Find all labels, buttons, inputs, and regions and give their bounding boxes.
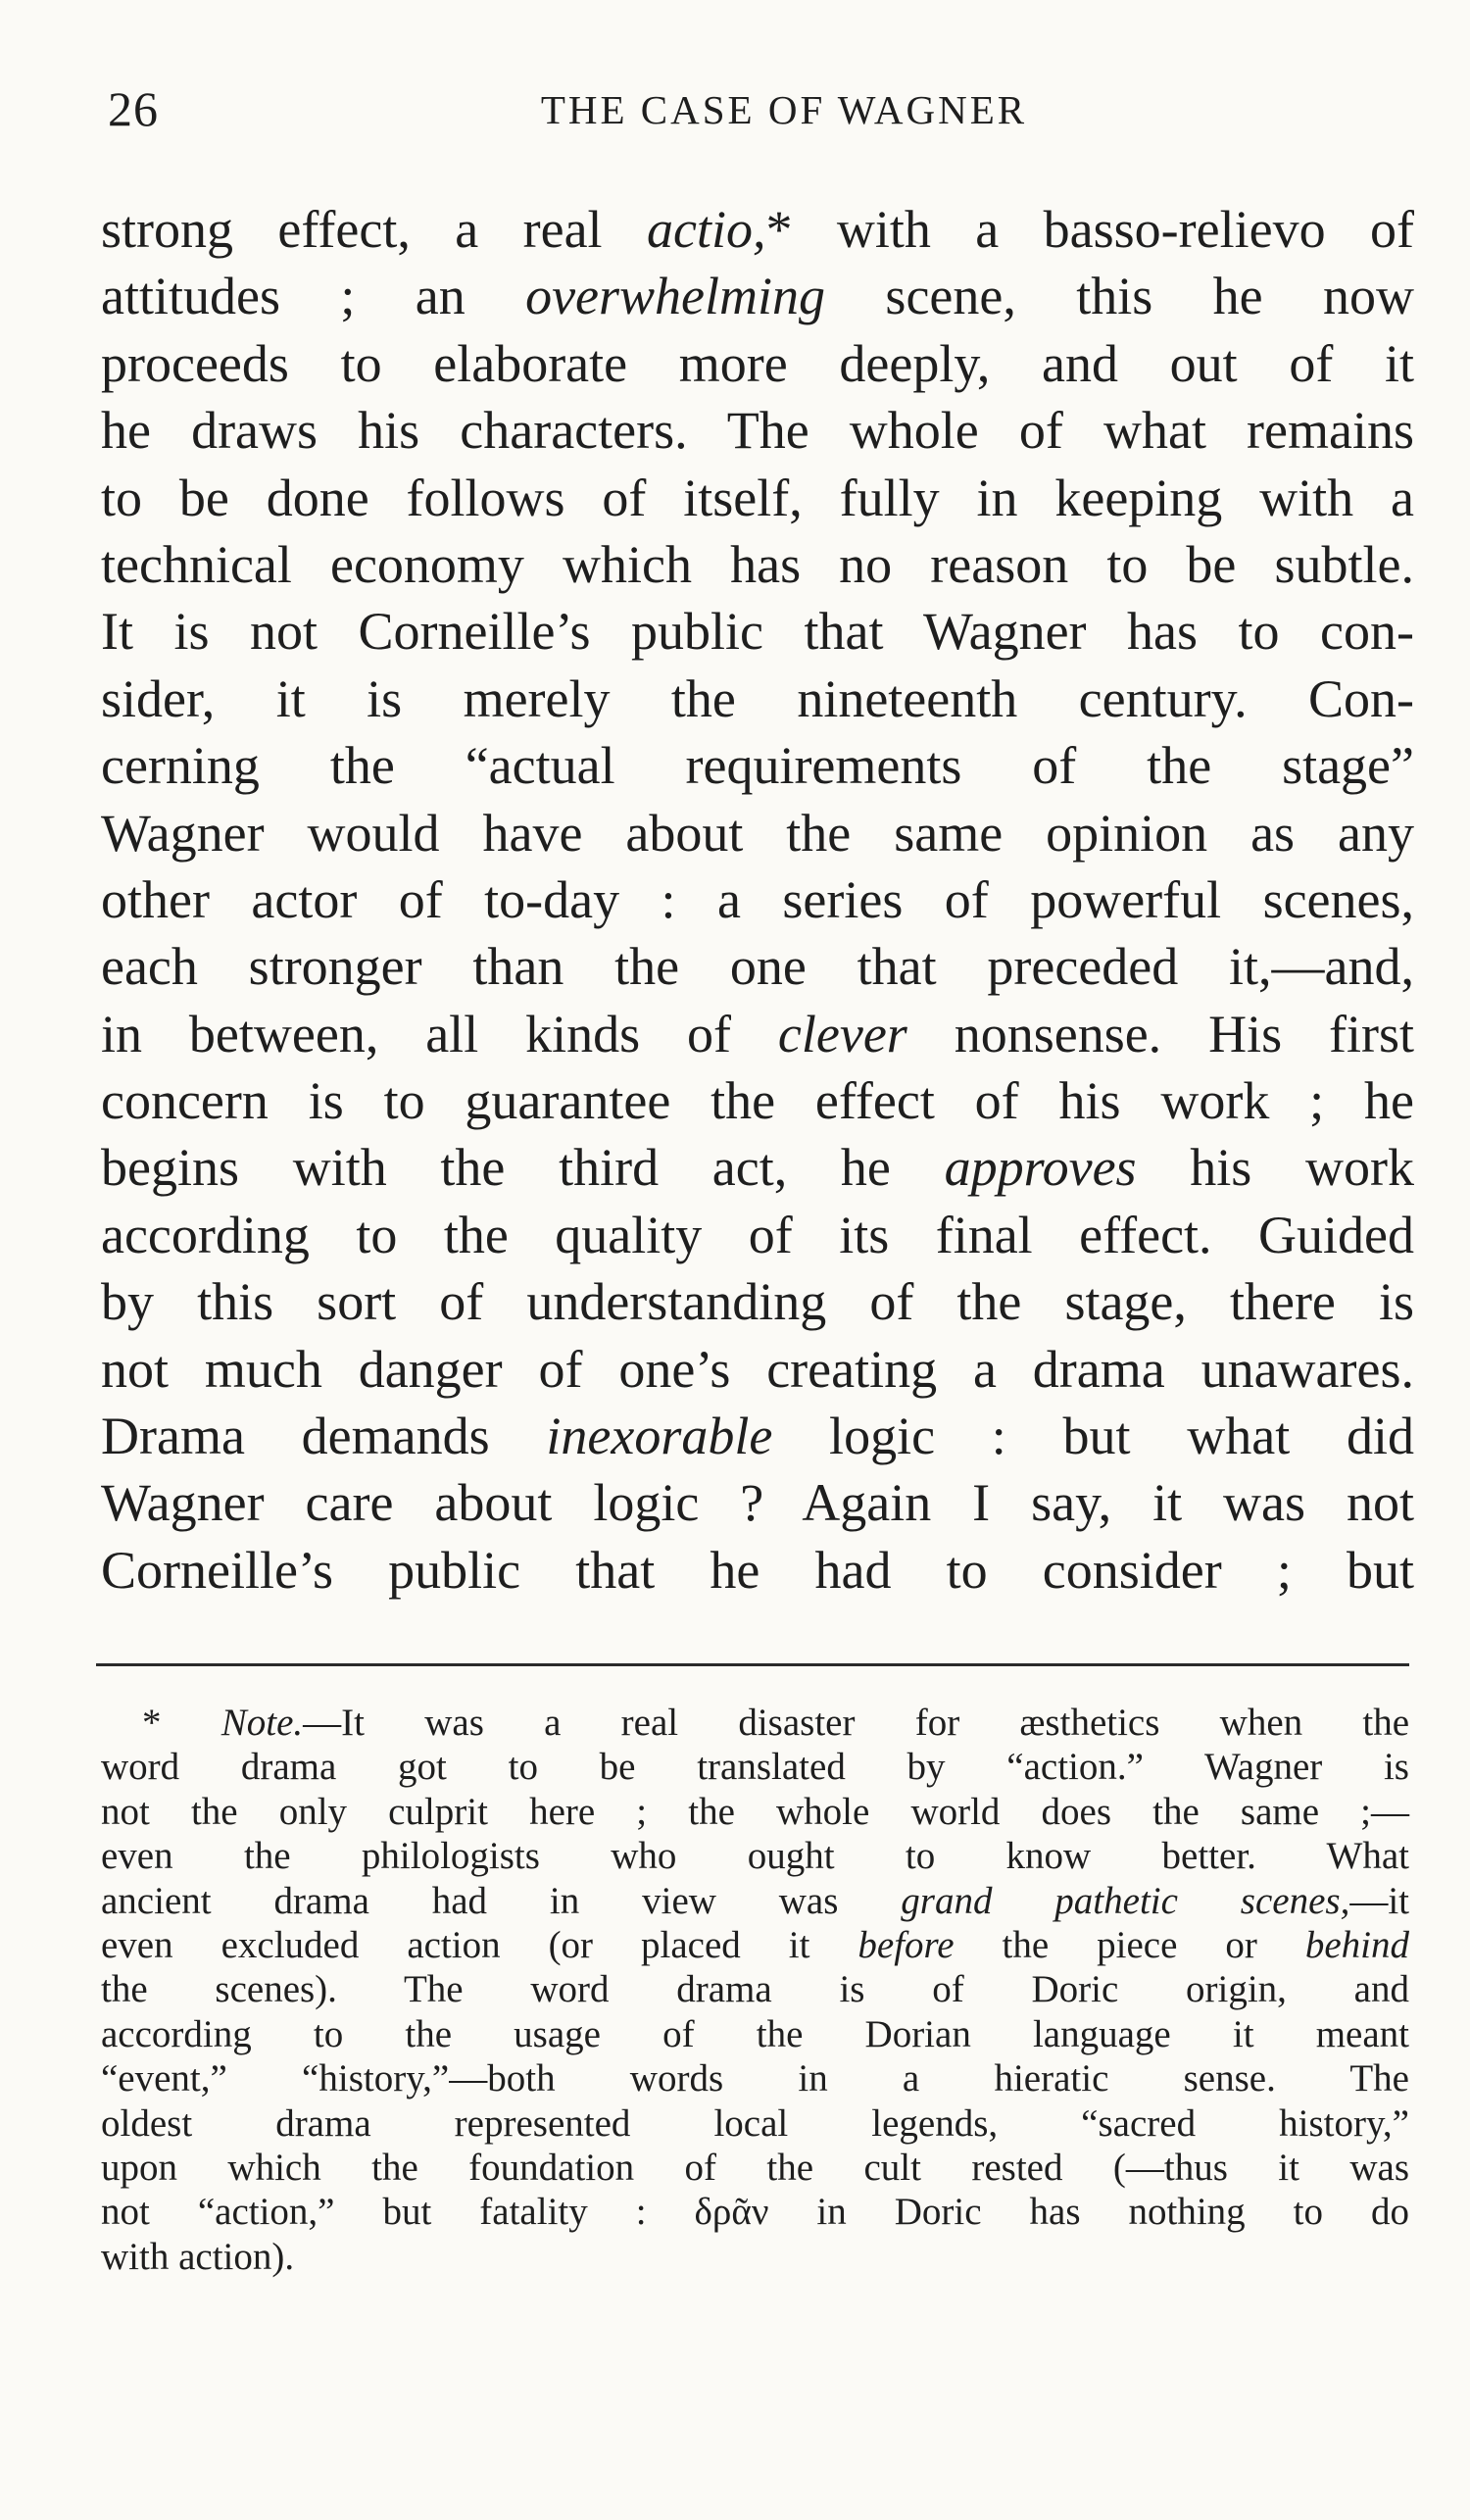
footnote-text: ancient drama had in view was xyxy=(101,1879,902,1922)
body-text: attitudes ; an xyxy=(101,267,526,326)
body-line xyxy=(101,1336,1414,1403)
footnote xyxy=(101,1701,1409,2279)
footnote-line xyxy=(101,1745,1409,1789)
body-line xyxy=(101,1469,1414,1536)
body-italic-text: overwhelming xyxy=(525,267,826,326)
body-text: Drama demands xyxy=(101,1407,547,1466)
body-text: logic : but what did xyxy=(772,1407,1415,1466)
footnote-italic-text: before xyxy=(858,1923,955,1966)
footnote-line xyxy=(101,2190,1409,2234)
footnote-line xyxy=(101,1879,1409,1923)
footnote-text: —it xyxy=(1349,1879,1409,1922)
footnote-line xyxy=(101,1834,1409,1878)
footnote-line xyxy=(101,2056,1409,2100)
footnote-text: the scenes). The word drama is of Doric origin, and xyxy=(101,1968,1409,2011)
body-text: nonsense. His first xyxy=(906,1004,1414,1063)
body-line xyxy=(101,1067,1414,1134)
footnote-text: * xyxy=(142,1702,221,1744)
footnote-italic-text: behind xyxy=(1304,1923,1409,1966)
footnote-text: according to the usage of the Dorian language it meant xyxy=(101,2012,1409,2055)
footnote-text: oldest drama represented local legends, “sacred history,” xyxy=(101,2101,1409,2145)
body-italic-text: inexorable xyxy=(546,1407,773,1466)
body-text: sider, it is merely the nineteenth century. Con- xyxy=(101,668,1414,728)
body-text: each stronger than the one that preceded it,—and, xyxy=(101,937,1414,997)
body-text: * with a basso-relievo of xyxy=(765,200,1414,259)
footnote-text: upon which the foundation of the cult rested (—thus it was xyxy=(101,2146,1409,2189)
body-line xyxy=(101,1403,1414,1469)
body-line xyxy=(101,465,1414,531)
page-header xyxy=(98,80,1411,149)
body-line xyxy=(101,397,1414,464)
footnote-rule xyxy=(96,1663,1409,1666)
body-line xyxy=(101,1537,1414,1604)
body-text: according to the quality of its final effect. Guided xyxy=(101,1205,1414,1264)
footnote-text: not “action,” but fatality : δρᾶν in Doric has nothing to do xyxy=(101,2191,1409,2234)
footnote-text: not the only culprit here ; the whole world does the same ;— xyxy=(101,1790,1409,1833)
body-line xyxy=(101,1202,1414,1268)
body-line xyxy=(101,866,1414,933)
footnote-text: the piece or xyxy=(954,1923,1305,1966)
footnote-italic-text: Note. xyxy=(220,1702,304,1744)
body-text: It is not Corneille’s public that Wagner has to con- xyxy=(101,602,1414,662)
body-text: proceeds to elaborate more deeply, and out of it xyxy=(101,333,1414,393)
body-text: strong effect, a real xyxy=(101,200,647,259)
body-italic-text: actio, xyxy=(646,200,766,259)
body-text: cerning the “actual requirements of the stage” xyxy=(101,736,1414,796)
body-text: technical economy which has no reason to be subtle. xyxy=(101,534,1414,594)
footnote-line xyxy=(101,2012,1409,2056)
footnote-line xyxy=(101,2101,1409,2146)
footnote-text: even the philologists who ought to know better. What xyxy=(101,1835,1409,1878)
page-number: 26 xyxy=(108,81,159,136)
body-text: in between, all kinds of xyxy=(101,1004,778,1063)
body-text: concern is to guarantee the effect of his work ; he xyxy=(101,1071,1414,1131)
footnote-text: “event,” “history,”—both words in a hieratic sense. The xyxy=(101,2057,1409,2100)
body-line xyxy=(101,1134,1414,1201)
body-line xyxy=(101,196,1414,263)
body-line xyxy=(101,1001,1414,1067)
body-line xyxy=(101,1268,1414,1335)
footnote-line xyxy=(101,1967,1409,2011)
body-text: by this sort of understanding of the stage, there is xyxy=(101,1272,1414,1332)
footnote-text: word drama got to be translated by “action.” Wagner is xyxy=(101,1746,1409,1789)
footnote-text: even excluded action (or placed it xyxy=(101,1923,858,1966)
body-italic-text: approves xyxy=(944,1138,1137,1198)
footnote-italic-text: grand pathetic scenes, xyxy=(901,1879,1350,1922)
body-text: other actor of to-day : a series of powerful scenes, xyxy=(101,869,1414,929)
body-text: he draws his characters. The whole of what remains xyxy=(101,401,1414,461)
body-text: to be done follows of itself, fully in keeping with a xyxy=(101,468,1414,527)
body-text: his work xyxy=(1136,1138,1414,1198)
body-line xyxy=(101,800,1414,866)
body-text: not much danger of one’s creating a drama unawares. xyxy=(101,1339,1414,1399)
main-text xyxy=(101,196,1414,1604)
footnote-line xyxy=(101,2146,1409,2190)
body-line xyxy=(101,933,1414,1000)
footnote-line xyxy=(101,1923,1409,1967)
body-text: begins with the third act, he xyxy=(101,1138,945,1198)
body-line xyxy=(101,598,1414,665)
body-text: Wagner would have about the same opinion as any xyxy=(101,803,1414,863)
footnote-line xyxy=(101,1790,1409,1834)
footnote-text: with action). xyxy=(101,2235,295,2278)
body-text: scene, this he now xyxy=(825,267,1414,326)
body-line xyxy=(101,330,1414,397)
body-text: Wagner care about logic ? Again I say, it was not xyxy=(101,1473,1414,1533)
body-line xyxy=(101,666,1414,732)
body-line xyxy=(101,732,1414,799)
body-text: Corneille’s public that he had to consider ; but xyxy=(101,1540,1414,1600)
body-italic-text: clever xyxy=(777,1004,907,1063)
footnote-line xyxy=(101,2235,1409,2279)
body-line xyxy=(101,531,1414,598)
footnote-line xyxy=(101,1701,1409,1745)
running-head: THE CASE OF WAGNER xyxy=(540,87,1028,132)
body-line xyxy=(101,263,1414,329)
footnote-text: —It was a real disaster for æsthetics when the xyxy=(303,1702,1410,1744)
